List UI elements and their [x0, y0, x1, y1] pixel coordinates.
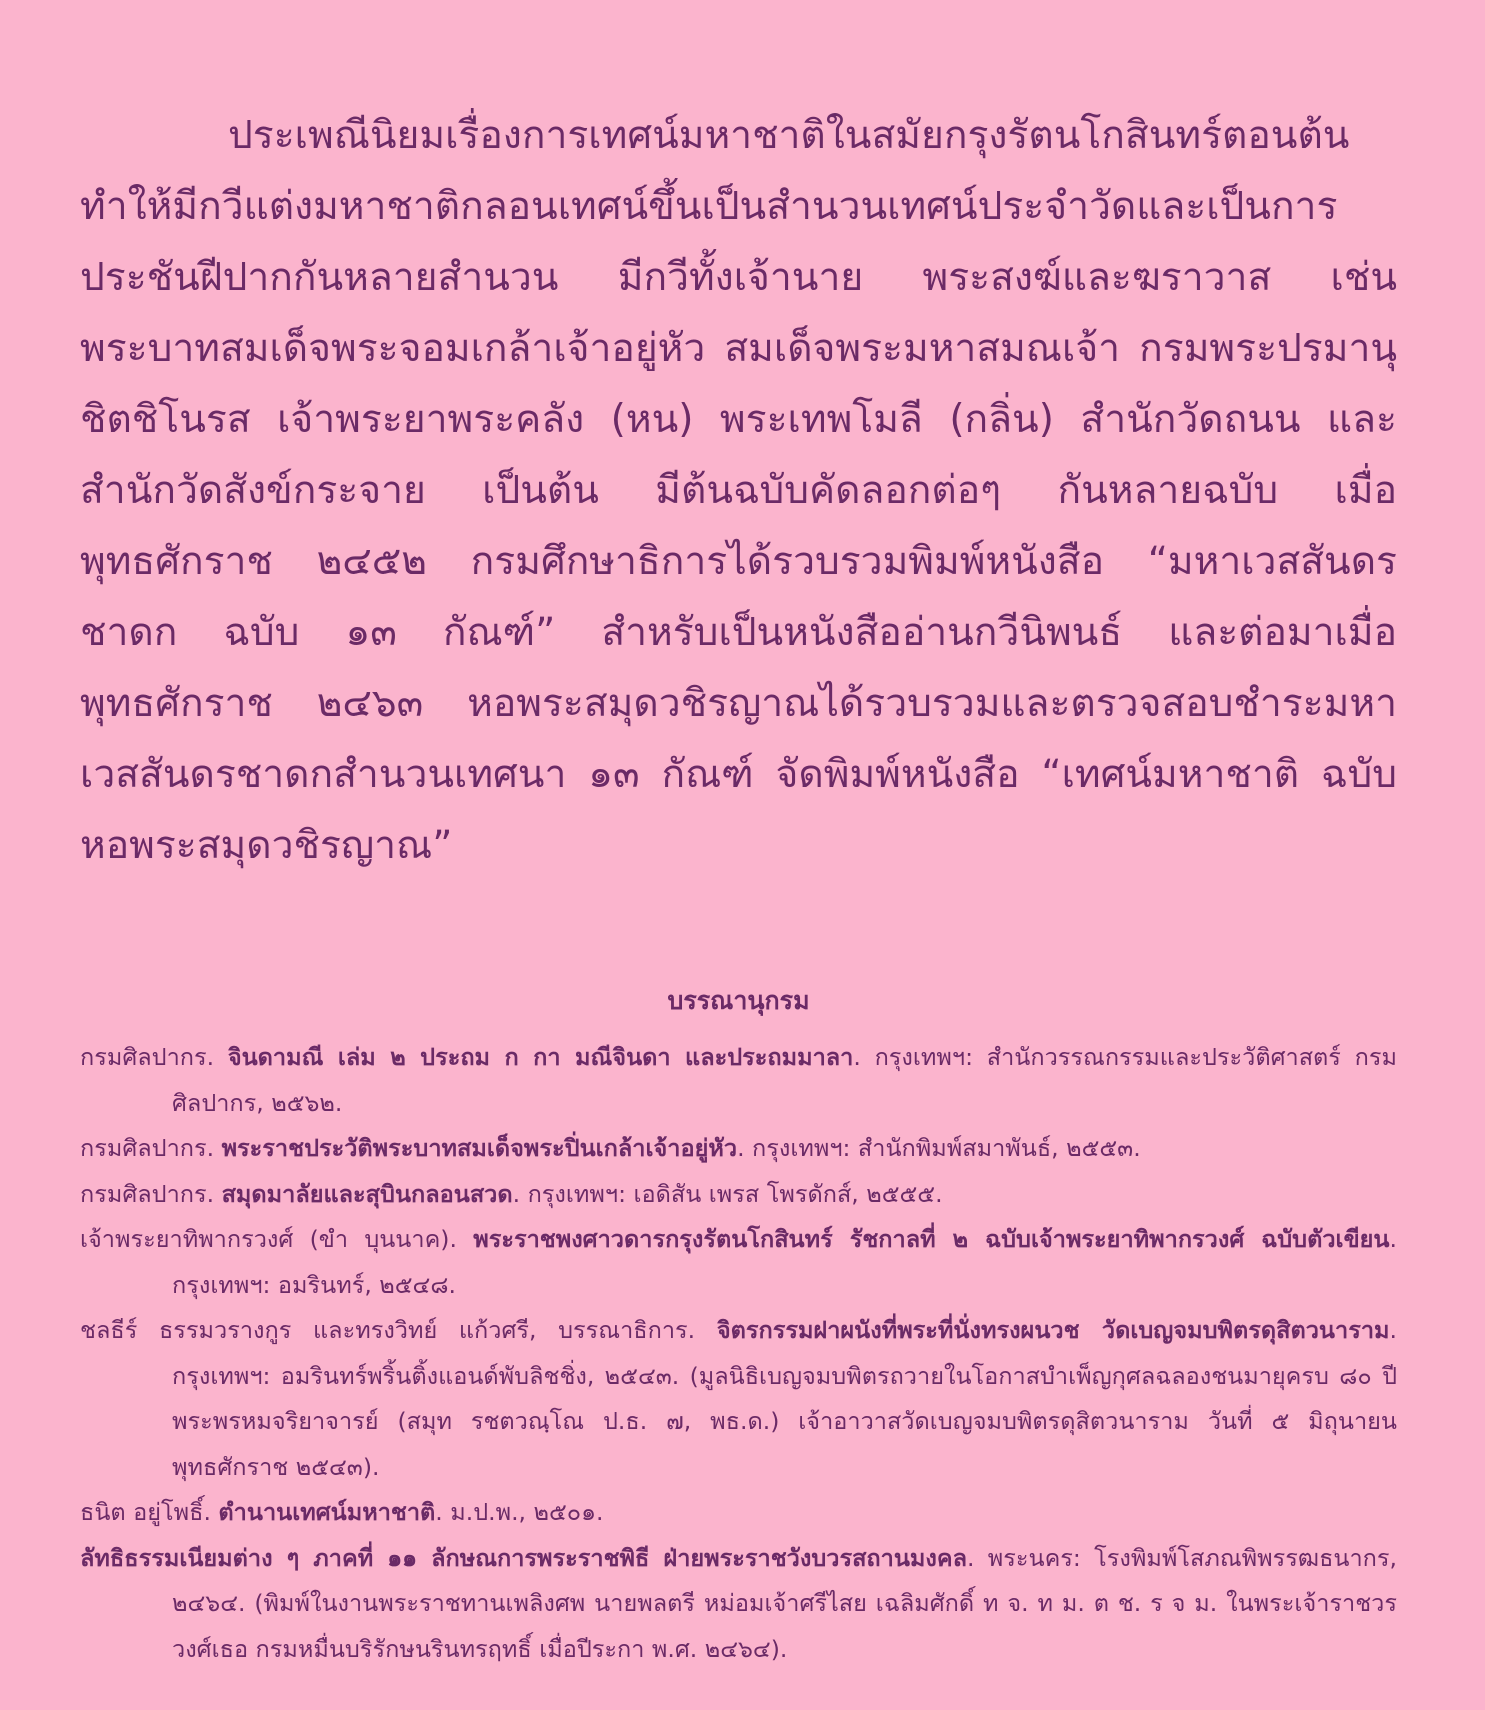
entry-publication: . พระนคร: โรงพิมพ์โสภณพิพรรฒธนากร, ๒๔๖๔. (พิมพ์ในงานพระราชทานเพลิงศพ นายพลตรี หม่อมเจ้าศรีไสย เฉลิมศักดิ์ ท จ. ท ม. ต ช. ร จ ม. ในพระเจ้าราชวรวงศ์เธอ กรมหมื่นบริรักษนรินทรฤทธิ์ เมื่อปีระกา พ.ศ. ๒๔๖๔). — [172, 1543, 1398, 1663]
entry-author: ธนิต อยู่โพธิ์. — [80, 1498, 219, 1526]
entry-publication: . กรุงเทพฯ: สำนักพิมพ์สมาพันธ์, ๒๕๕๓. — [737, 1134, 1141, 1162]
entry-author: กรมศิลปากร. — [80, 1043, 228, 1071]
bibliography-entry — [80, 1490, 1397, 1536]
bibliography-entry — [80, 1217, 1397, 1308]
entry-title: พระราชประวัติพระบาทสมเด็จพระปิ่นเกล้าเจ้าอยู่หัว — [221, 1134, 738, 1162]
entry-publication: . กรุงเทพฯ: อมรินทร์พริ้นติ้งแอนด์พับลิชชิ่ง, ๒๕๔๓. (มูลนิธิเบญจมบพิตรถวายในโอกาสบำเพ็ญกุศลฉลองชนมายุครบ ๘๐ ปี พระพรหมจริยาจารย์ (สมุท รชตวณฺโณ ป.ธ. ๗, พธ.ด.) เจ้าอาวาสวัดเบญจมบพิตรดุสิตวนาราม วันที่ ๕ มิถุนายน พุทธศักราช ๒๕๔๓). — [172, 1316, 1397, 1481]
bibliography-entry — [80, 1172, 1397, 1218]
entry-publication: . กรุงเทพฯ: อมรินทร์, ๒๕๔๘. — [172, 1225, 1397, 1299]
entry-title: จินดามณี เล่ม ๒ ประถม ก กา มณีจินดา และประถมมาลา — [227, 1043, 854, 1071]
bibliography-list — [80, 1035, 1397, 1672]
entry-title: ลัทธิธรรมเนียมต่าง ๆ ภาคที่ ๑๑ ลักษณการพระราชพิธี ฝ่ายพระราชวังบวรสถานมงคล — [80, 1543, 967, 1572]
bibliography-entry — [80, 1308, 1397, 1490]
entry-author: ชลธีร์ ธรรมวรางกูร และทรงวิทย์ แก้วศรี, บรรณาธิการ. — [80, 1316, 717, 1344]
bibliography-entry — [80, 1035, 1397, 1126]
main-paragraph: ประเพณีนิยมเรื่องการเทศน์มหาชาติในสมัยกรุงรัตนโกสินทร์ตอนต้น ทำให้มีกวีแต่งมหาชาติกลอนเทศน์ขึ้นเป็นสำนวนเทศน์ประจำวัดและเป็นการประชันฝีปากกันหลายสำนวน มีกวีทั้งเจ้านาย พระสงฆ์และฆราวาส เช่น พระบาทสมเด็จพระจอมเกล้าเจ้าอยู่หัว สมเด็จพระมหาสมณเจ้า กรมพระปรมานุชิตชิโนรส เจ้าพระยาพระคลัง (หน) พระเทพโมลี (กลิ่น) สำนักวัดถนน และสำนักวัดสังข์กระจาย เป็นต้น มีต้นฉบับคัดลอกต่อๆ กันหลายฉบับ เมื่อพุทธศักราช ๒๔๕๒ กรมศึกษาธิการได้รวบรวมพิมพ์หนังสือ “มหาเวสสันดรชาดก ฉบับ ๑๓ กัณฑ์” สำหรับเป็นหนังสืออ่านกวีนิพนธ์ และต่อมาเมื่อพุทธศักราช ๒๔๖๓ หอพระสมุดวชิรญาณได้รวบรวมและตรวจสอบชำระมหาเวสสันดรชาดกสำนวนเทศนา ๑๓ กัณฑ์ จัดพิมพ์หนังสือ “เทศน์มหาชาติ ฉบับหอพระสมุดวชิรญาณ” — [80, 113, 1397, 868]
bibliography-entry — [80, 1536, 1397, 1673]
bibliography-entry — [80, 1126, 1397, 1172]
bibliography-heading: บรรณานุกรม — [667, 986, 810, 1015]
entry-title: ตำนานเทศน์มหาชาติ — [218, 1498, 436, 1526]
entry-author: กรมศิลปากร. — [80, 1134, 222, 1162]
entry-publication: . กรุงเทพฯ: สำนักวรรณกรรมและประวัติศาสตร์ กรมศิลปากร, ๒๕๖๒. — [172, 1043, 1397, 1117]
entry-title: จิตรกรรมฝาผนังที่พระที่นั่งทรงผนวช วัดเบญจมบพิตรดุสิตวนาราม — [716, 1316, 1390, 1344]
entry-title: พระราชพงศาวดารกรุงรัตนโกสินทร์ รัชกาลที่ ๒ ฉบับเจ้าพระยาทิพากรวงศ์ ฉบับตัวเขียน — [473, 1225, 1390, 1253]
entry-title: สมุดมาลัยและสุบินกลอนสวด — [221, 1179, 513, 1208]
entry-publication: . กรุงเทพฯ: เอดิสัน เพรส โพรดักส์, ๒๕๕๕. — [512, 1179, 943, 1208]
entry-author: เจ้าพระยาทิพากรวงศ์ (ขำ บุนนาค). — [80, 1225, 474, 1253]
entry-author: กรมศิลปากร. — [80, 1179, 222, 1208]
entry-publication: . ม.ป.พ., ๒๕๐๑. — [435, 1498, 604, 1526]
